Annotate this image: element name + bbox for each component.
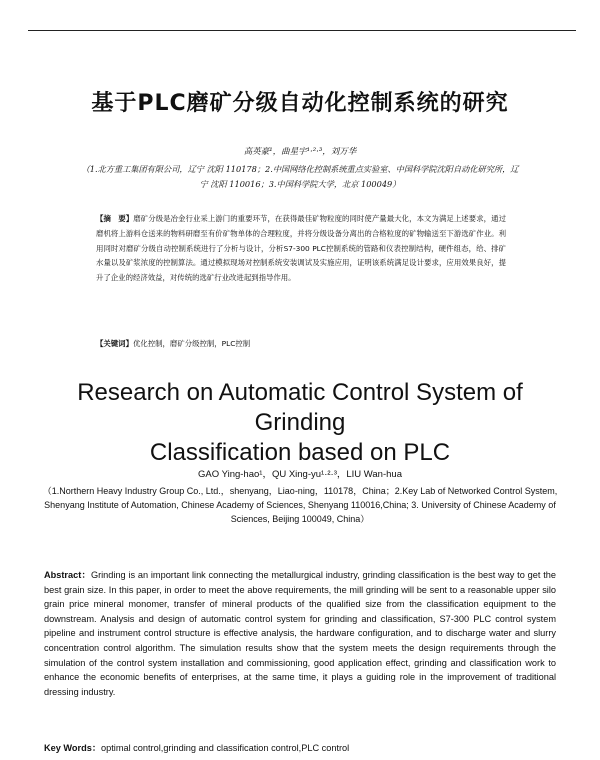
paper-title-en bbox=[40, 378, 560, 468]
abstract-zh-text: 磨矿分级是冶金行业采上游门的重要环节，在获得最佳矿物粒度的同时使产量最大化，本文为满足上述要求，通过磨机将上游料仓送来的物料研磨至有价矿物单体的合理粒度，并将分级设备分离出的合格粒度的矿物输送至下游选矿作业。利用同时对磨矿分级自动控制系统进行了分析与设计，分析S7-300 PLC控制系统的管路和仪表控制结构，硬件组态，给、排矿水量以及矿浆浓度的控制算法。通过模拟现场对控制系统安装调试及实施应用，证明该系统满足设计要求，应用效果良好，提升了企业的经济效益，对传统的选矿行业改进起到指导作用。 bbox=[96, 214, 506, 283]
authors-en: GAO Ying-hao¹，QU Xing-yu¹·²·³，LIU Wan-hua bbox=[198, 469, 402, 480]
paper-title-en-line1: Research on Automatic Control System of Grinding bbox=[77, 379, 523, 436]
keywords-en-label: Key Words： bbox=[44, 743, 102, 753]
abstract-en-label: Abstract： bbox=[44, 570, 91, 580]
header-rule bbox=[28, 30, 576, 31]
authors-zh: 高英豪¹，曲星宇¹·²·³，刘万华 bbox=[243, 147, 357, 157]
keywords-en-text: optimal control,grinding and classification control,PLC control bbox=[101, 743, 350, 753]
paper-title-zh: 基于PLC磨矿分级自动化控制系统的研究 bbox=[91, 91, 509, 116]
keywords-zh bbox=[96, 338, 506, 349]
abstract-zh bbox=[96, 212, 506, 286]
keywords-zh-text: 优化控制，磨矿分级控制，PLC控制 bbox=[132, 339, 251, 348]
paper-title-en-line2: Classification based on PLC bbox=[149, 439, 451, 466]
abstract-zh-label: 【摘 要】 bbox=[96, 214, 134, 223]
abstract-en bbox=[44, 568, 556, 699]
affiliations-zh: （1.北方重工集团有限公司，辽宁 沈阳 110178；2.中国网络化控制系统重点实验室、中国科学院沈阳自动化研究所，辽宁 沈阳 110016；3.中国科学院大学，北京 100049） bbox=[81, 164, 519, 189]
keywords-zh-label: 【关键词】 bbox=[96, 339, 133, 348]
abstract-en-text: Grinding is an important link connecting the metallurgical industry, grinding classification is the best way to get the best grain size. In this paper, in order to meet the above requirements, the mill grinding will be sent to a reasonable upper silo grain price mineral monomer, transfer of mineral products of the qualified size from the classification equipment to the downstream. Analysis and design of automatic control system for grinding and classification, S7-300 PLC control system pipeline and instrument control structure is effective analysis, the hardware configuration, and to discharge water and slurry concentration control algorithm. The simulation results show that the system meets the design requirements through the simulation of the control system installation and commissioning, good application effect, grinding and classification work to enhance the economic benefits of enterprises, at the same time, it plays a guiding role in the improvement of traditional dressing industry. bbox=[44, 570, 556, 697]
affiliations-en: （1.Northern Heavy Industry Group Co., Ltd.，shenyang，Liao-ning，110178，China；2.Key Lab of Networked Control System, Shenyang Institute of Automation, Chinese Academy of Sciences, Shenyang 110016,China; 3. University of Chinese Academy of Sciences, Beijing 100049, China） bbox=[42, 486, 558, 524]
keywords-en bbox=[44, 740, 556, 754]
